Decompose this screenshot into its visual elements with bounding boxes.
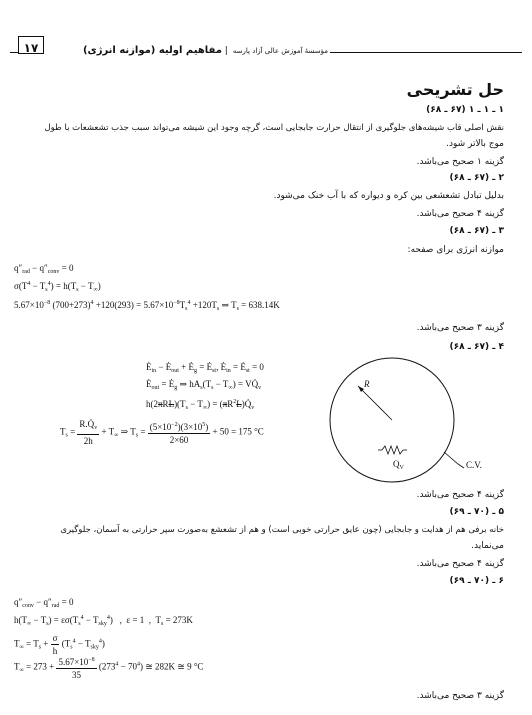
q2-answer: گزینه ۴ صحیح می‌باشد.: [416, 209, 504, 219]
q3-label: ۳ ـ: [492, 226, 504, 236]
q4-equation-2: $Ė_{out}$ = $Ė_g$ ⇒ $hA_s(T_s - T_\infty)$ = $VQ̇_v$: [146, 379, 262, 391]
q6-equation-4: $T_\infty = 273$ + $\frac{5.67\times 10^{-8}}{35}$ $(273^4 - 70^4)$ ≅ 282K ≅ 9 °C: [14, 654, 203, 681]
q5-ref: (۷۰ ـ ۶۹): [449, 507, 490, 517]
q6-label: ۶ ـ: [492, 576, 504, 586]
q1-answer: گزینه ۱ صحیح می‌باشد.: [416, 157, 504, 167]
q6-ref: (۷۰ ـ ۶۹): [449, 576, 490, 586]
header-rule-left: [10, 52, 18, 53]
q1-ref: (۶۷ ـ ۶۸): [426, 105, 466, 115]
header-rule-right: [330, 52, 522, 53]
q1-text-2: موج بالاتر شود.: [446, 139, 504, 149]
q4-equation-3: $h(2\pi RL)(T_s - T_\infty)$ = $(\pi R^2L)Q̇_v$: [146, 399, 255, 411]
q3-answer: گزینه ۳ صحیح می‌باشد.: [416, 323, 504, 333]
q4-answer: گزینه ۴ صحیح می‌باشد.: [416, 490, 504, 500]
page-number: ۱۷: [23, 41, 39, 55]
page-number-box: [18, 36, 44, 54]
q5-answer: گزینه ۴ صحیح می‌باشد.: [416, 559, 504, 569]
q4-radius-label: R: [364, 379, 370, 389]
heat-source-icon: [382, 446, 403, 454]
q1-text-1: نقش اصلی قاب شیشه‌های جلوگیری از انتقال حرارت جابجایی است، گرچه وجود این شیشه می‌تواند سبب جذب تشعشعات با طول: [44, 123, 504, 133]
q3-equation-2: $\sigma(T^4 - T_s^4) = h(T_s - T_\infty)$: [14, 281, 101, 293]
q2-ref: (۶۷ ـ ۶۸): [449, 173, 490, 183]
header-institute: مؤسسهٔ آموزش عالی آزاد پارسه: [232, 47, 328, 55]
header-title: مفاهیم اولیه (موازنه انرژی): [82, 45, 222, 56]
q5-text-2: می‌نماید.: [471, 541, 504, 551]
q5-text-1: خانه برفی هم از هدایت و جابجایی (چون عایق حرارتی خوبی است) و هم از تشعشع به‌صورت سپر حرارتی به آسمان، جلوگیری: [60, 525, 504, 535]
q6-answer: گزینه ۳ صحیح می‌باشد.: [416, 691, 504, 701]
q5-label-line: [450, 506, 504, 518]
radius-arrow: [358, 386, 392, 420]
header-text: مؤسسهٔ آموزش عالی آزاد پارسه | مفاهیم اولیه (موازنه انرژی): [82, 45, 328, 56]
q6-equation-2: $h(T_\infty - T_s) = \varepsilon\sigma(T_s^4 - T_{sky}^4)$ , ε = 1 , $T_s = 273K$: [14, 615, 193, 627]
q4-label: ۴ ـ: [492, 342, 504, 352]
q4-equation-4: $T_s$ = $\frac{R.Q̇_v}{2h}$ + $T_\infty$ ⇒ $T_s$ = $\frac{(5\times 10^{-2})(3\times 10^5)}{2\times 60}$ + 50 = 175 °C: [60, 419, 264, 446]
q2-label-line: [450, 172, 504, 184]
q2-label: ۲ ـ: [492, 173, 504, 183]
q6-equation-3: $T_\infty = T_s$ + $\frac{\sigma}{h}$ $(T_s^4 - T_{sky}^4)$: [14, 633, 105, 656]
q3-equation-3: $5.67\times 10^{-8}$ $(700+273)^4 +120(293) = 5.67\times 10^{-8}T_s^4 +120T_s$ ⇒ $T_s = 638.14K$: [14, 300, 280, 312]
cv-leader-line: [444, 452, 464, 468]
q4-label-line: [450, 341, 504, 353]
q4-equation-1: $Ė_{in}$ − $Ė_{out}$ + $Ė_g$ = $Ė_{st}$, $Ė_{in}$ = $Ė_{st} = 0$: [146, 362, 264, 374]
q6-equation-1: $q''_{conv} - q''_{rad} = 0$: [14, 597, 74, 609]
q4-ref: (۶۷ ـ ۶۸): [449, 342, 490, 352]
q1-label-line: [426, 104, 504, 116]
q3-equation-1: $q''_{rad} - q''_{conv} = 0$: [14, 263, 74, 275]
q2-text: بدلیل تبادل تشعشعی بین کره و دیواره که با آب خنک می‌شود.: [273, 191, 504, 201]
q1-label: ۱ ـ ۱ ـ ۱: [468, 105, 504, 115]
q4-qv-label: $Q_V$: [393, 459, 404, 471]
header: [10, 34, 522, 56]
q3-label-line: [450, 225, 504, 237]
page-title: حل تشریحی: [406, 80, 504, 99]
q4-cv-label: C.V.: [466, 460, 482, 470]
q3-ref: (۶۷ ـ ۶۸): [449, 226, 490, 236]
q5-label: ۵ ـ: [492, 507, 504, 517]
q3-text: موازنه انرژی برای صفحه:: [407, 245, 504, 255]
q6-label-line: [450, 575, 504, 587]
